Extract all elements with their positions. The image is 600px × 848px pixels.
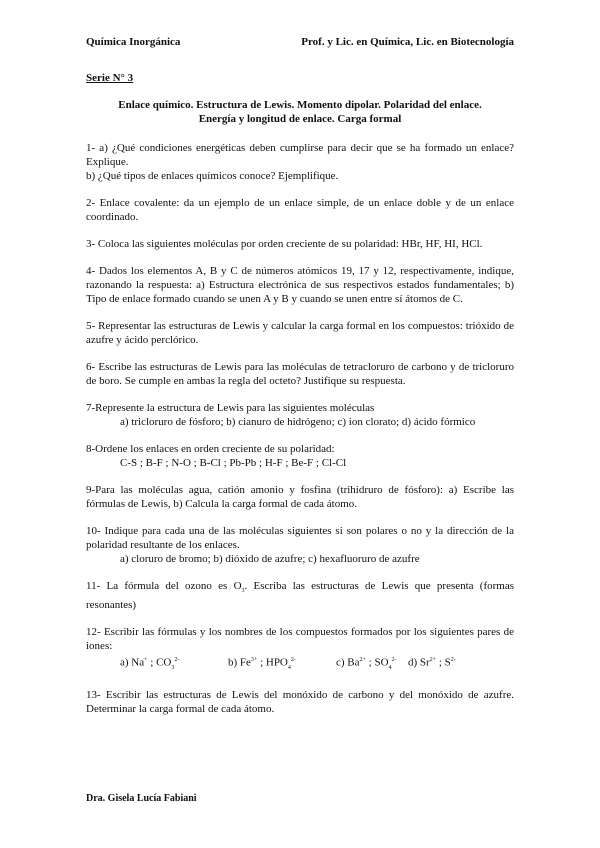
question-7-items: a) tricloruro de fósforo; b) cianuro de hidrógeno; c) ion clorato; d) ácido fórmico — [120, 416, 476, 428]
question-7-text: 7-Represente la estructura de Lewis para las siguientes moléculas — [86, 402, 375, 414]
question-9 — [86, 483, 514, 511]
question-7 — [86, 401, 514, 429]
question-10-text: 10- Indique para cada una de las moléculas siguientes si son polares o no y la dirección de la polaridad resultante de los enlaces. — [86, 525, 514, 551]
ion-pair-a: a) Na+ ; $CO_3^{2-}$ — [120, 656, 180, 672]
question-2 — [86, 196, 514, 224]
question-11 — [86, 579, 514, 612]
question-11-text — [86, 579, 514, 612]
ion-pair-b: b) $Fe^{3+}$ ; $HPO_4^{2-}$ — [228, 656, 296, 672]
question-11-end: . Escriba las estructuras de Lewis que presenta (formas resonantes) — [86, 580, 514, 612]
question-5 — [86, 319, 514, 347]
ion-pair-c: c) $Ba^{2+}$ ; $SO_4^{2-}$ — [336, 656, 397, 672]
question-6 — [86, 360, 514, 388]
page-header — [86, 36, 514, 48]
question-8 — [86, 442, 514, 470]
question-8-text: 8-Ordene los enlaces en orden creciente de su polaridad: — [86, 443, 335, 455]
question-3-text: 3- Coloca las siguientes moléculas por orden creciente de su polaridad: HBr, HF, HI, HCl. — [86, 238, 483, 250]
question-3 — [86, 237, 514, 251]
question-12-text: 12- Escribir las fórmulas y los nombres de los compuestos formados por los siguientes pares de iones: — [86, 626, 514, 653]
question-12 — [86, 625, 514, 675]
question-13 — [86, 688, 514, 716]
header-programs: Prof. y Lic. en Química, Lic. en Biotecnología — [301, 36, 514, 48]
question-11-start: 11- La fórmula del ozono es O — [86, 580, 242, 592]
question-10-items: a) cloruro de bromo; b) dióxido de azufre; c) hexafluoruro de azufre — [120, 553, 420, 565]
question-1b-text: b) ¿Qué tipos de enlaces químicos conoce? Ejemplifique. — [86, 170, 339, 182]
document-title — [86, 98, 514, 126]
question-1 — [86, 141, 514, 183]
questions-list — [86, 141, 514, 729]
question-9-text: 9-Para las moléculas agua, catión amonio y fosfina (trihidruro de fósforo): a) Escribe las fórmulas de Lewis, b) Calcula la carga formal de cada átomo. — [86, 484, 514, 510]
series-number: Serie N° 3 — [86, 72, 134, 84]
ion-pairs — [86, 653, 514, 675]
header-course: Química Inorgánica — [86, 36, 181, 48]
ozone-subscript: 3 — [241, 588, 245, 595]
question-10 — [86, 524, 514, 566]
question-5-text: 5- Representar las estructuras de Lewis y calcular la carga formal en los compuestos: trióxido de azufre y ácido perclórico. — [86, 320, 514, 346]
question-13-text: 13- Escribir las estructuras de Lewis del monóxido de carbono y del monóxido de azufre. Determinar la carga formal de cada átomo. — [86, 689, 514, 716]
question-1a-text: 1- a) ¿Qué condiciones energéticas deben cumplirse para decir que se ha formado un enlace? Explique. — [86, 142, 514, 168]
question-8-items: C-S ; B-F ; N-O ; B-Cl ; Pb-Pb ; H-F ; Be-F ; Cl-Cl — [120, 457, 347, 469]
title-line-2: Energía y longitud de enlace. Carga formal — [198, 113, 402, 125]
title-line-1: Enlace químico. Estructura de Lewis. Momento dipolar. Polaridad del enlace. — [118, 99, 482, 111]
question-4 — [86, 264, 514, 306]
author-footer: Dra. Gisela Lucía Fabiani — [86, 793, 197, 804]
question-6-text: 6- Escribe las estructuras de Lewis para las moléculas de tetracloruro de carbono y de tricloruro de boro. Se cumple en ambas la regla del octeto? Justifique su respuesta. — [86, 361, 514, 387]
question-2-text: 2- Enlace covalente: da un ejemplo de un enlace simple, de un enlace doble y de un enlace coordinado. — [86, 197, 514, 223]
ion-pair-d: d) $Sr^{2+}$ ; $S^{2-}$ — [408, 656, 456, 669]
question-4-text: 4- Dados los elementos A, B y C de números atómicos 19, 17 y 12, respectivamente, indique, razonando la respuesta: a) Estructura electrónica de sus respectivos estados fundamentales; b) Tipo de enlace formado cuando se unen A y B y cuando se unen entre sí átomos de C. — [86, 265, 514, 305]
